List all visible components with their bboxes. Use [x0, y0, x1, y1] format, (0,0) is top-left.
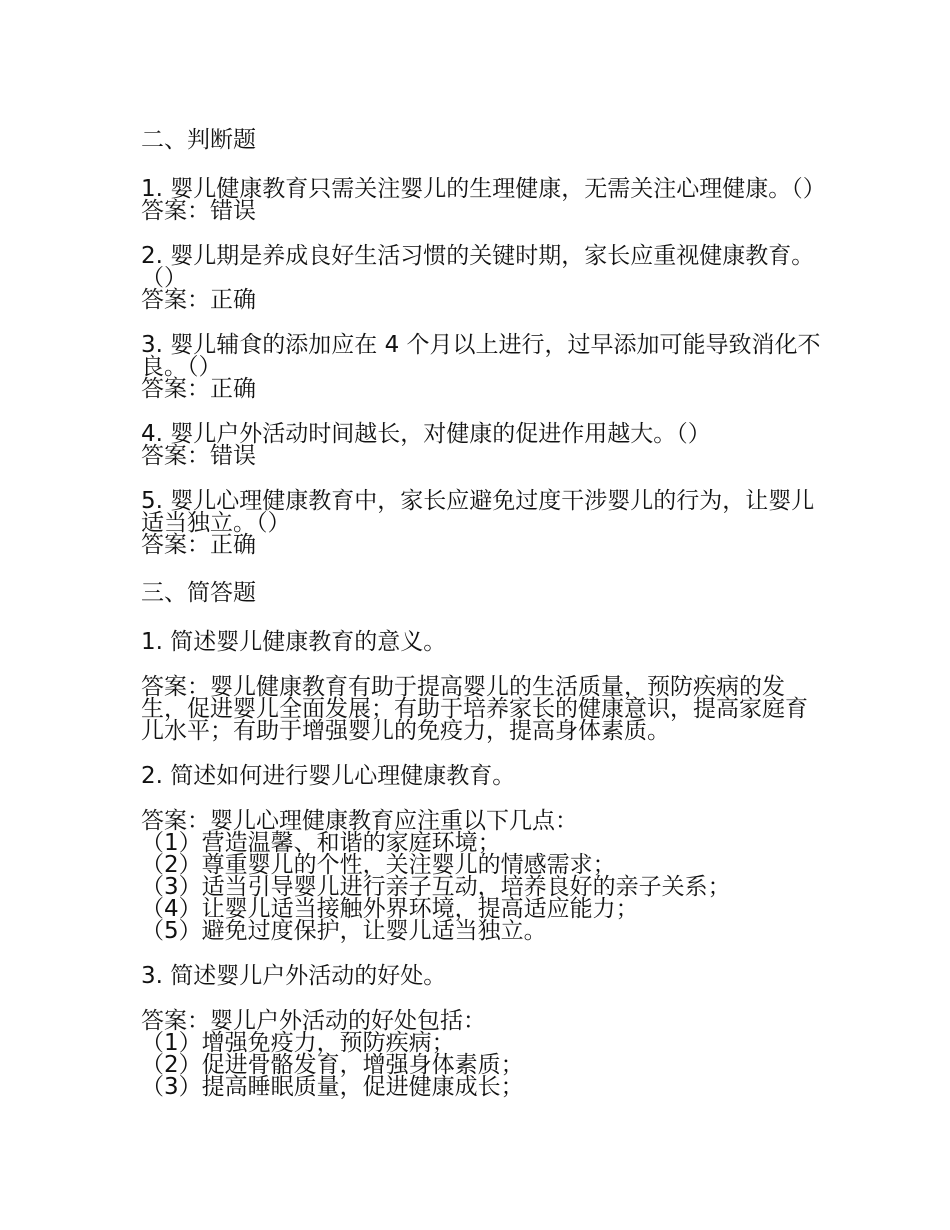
answer-text: 答案：正确	[141, 532, 256, 558]
question-text: 5. 婴儿心理健康教育中，家长应避免过度干涉婴儿的行为，让婴儿适当独立。（）	[141, 488, 815, 536]
answer-text: 答案：错误	[141, 198, 256, 224]
question-text: 2. 婴儿期是养成良好生活习惯的关键时期，家长应重视健康教育。（）	[141, 243, 815, 291]
short-answer-question-1: 1. 简述婴儿健康教育的意义。	[141, 629, 447, 655]
answer-point: （2）促进骨骼发育，增强身体素质；	[141, 1052, 524, 1078]
judgment-question-2	[141, 245, 821, 311]
short-answer-answer-3	[141, 1010, 821, 1098]
judgment-question-3	[141, 334, 821, 400]
short-answer-question-2: 2. 简述如何进行婴儿心理健康教育。	[141, 763, 516, 789]
answer-point: （1）增强免疫力，预防疾病；	[141, 1030, 455, 1056]
answer-text: 答案：正确	[141, 376, 256, 402]
answer-point: （3）适当引导婴儿进行亲子互动，培养良好的亲子关系；	[141, 874, 731, 900]
answer-point: （3）提高睡眠质量，促进健康成长；	[141, 1074, 524, 1100]
answer-text: 答案：正确	[141, 287, 256, 313]
section-title-judgment: 二、判断题	[141, 127, 256, 153]
judgment-question-5	[141, 490, 821, 556]
short-answer-answer-1: 答案：婴儿健康教育有助于提高婴儿的生活质量，预防疾病的发生，促进婴儿全面发展；有助于培养家长的健康意识，提高家庭育儿水平；有助于增强婴儿的免疫力，提高身体素质。	[141, 674, 808, 744]
answer-intro: 答案：婴儿心理健康教育应注重以下几点：	[141, 808, 578, 834]
answer-intro: 答案：婴儿户外活动的好处包括：	[141, 1008, 486, 1034]
question-text: 3. 婴儿辅食的添加应在 4 个月以上进行，过早添加可能导致消化不良。（）	[141, 332, 821, 380]
document-page	[141, 126, 826, 1121]
judgment-question-4	[141, 423, 821, 467]
judgment-question-1	[141, 176, 826, 224]
question-text: 4. 婴儿户外活动时间越长，对健康的促进作用越大。（）	[141, 421, 711, 447]
answer-point: （1）营造温馨、和谐的家庭环境；	[141, 830, 501, 856]
answer-point: （5）避免过度保护，让婴儿适当独立。	[141, 918, 547, 944]
short-answer-answer-2	[141, 810, 821, 942]
answer-point: （2）尊重婴儿的个性，关注婴儿的情感需求；	[141, 852, 616, 878]
answer-point: （4）让婴儿适当接触外界环境，提高适应能力；	[141, 896, 639, 922]
answer-text: 答案：错误	[141, 443, 256, 469]
section-title-short-answer: 三、简答题	[141, 580, 256, 606]
short-answer-question-3: 3. 简述婴儿户外活动的好处。	[141, 963, 447, 989]
question-text: 1. 婴儿健康教育只需关注婴儿的生理健康，无需关注心理健康。（）	[141, 176, 826, 202]
